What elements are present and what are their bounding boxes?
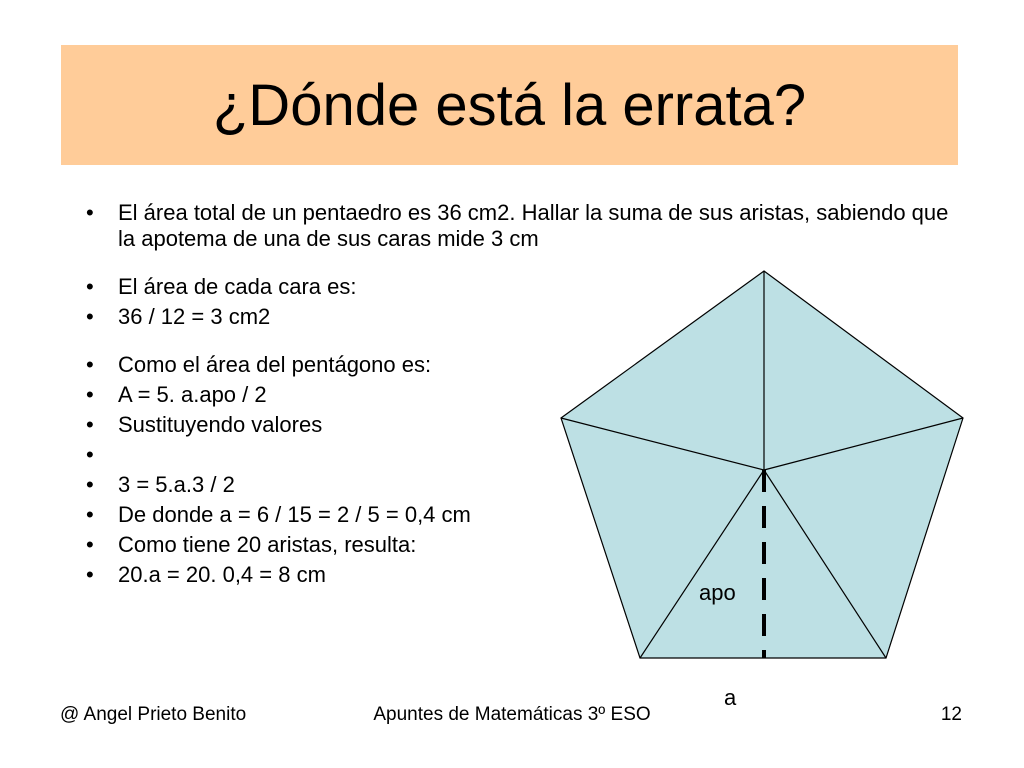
bullet-item: • 36 / 12 = 3 cm2 <box>80 304 960 330</box>
slide-title: ¿Dónde está la errata? <box>212 72 807 138</box>
bullet-item: • Sustituyendo valores <box>80 412 960 438</box>
bullet-item: • 3 = 5.a.3 / 2 <box>80 472 960 498</box>
footer-page-number: 12 <box>940 704 962 725</box>
footer-course: Apuntes de Matemáticas 3º ESO <box>373 704 651 725</box>
bullet-item: • Como tiene 20 aristas, resulta: <box>80 532 960 558</box>
bullet-item: • El área total de un pentaedro es 36 cm2. Hallar la suma de sus aristas, sabiendo que la apotema de una de sus caras mide 3 cm <box>80 200 960 252</box>
bullet-item: • A = 5. a.apo / 2 <box>80 382 960 408</box>
apothem-label: apo <box>699 580 736 605</box>
bullet-item: • 20.a = 20. 0,4 = 8 cm <box>80 562 960 588</box>
title-bar <box>61 45 958 165</box>
footer-author: @ Angel Prieto Benito <box>60 704 247 725</box>
bullet-item: • De donde a = 6 / 15 = 2 / 5 = 0,4 cm <box>80 502 960 528</box>
bullet-item: • Como el área del pentágono es: <box>80 352 960 378</box>
pentagon-diagram <box>540 255 980 705</box>
side-label: a <box>724 685 737 705</box>
bullet-item: • El área de cada cara es: <box>80 274 960 300</box>
